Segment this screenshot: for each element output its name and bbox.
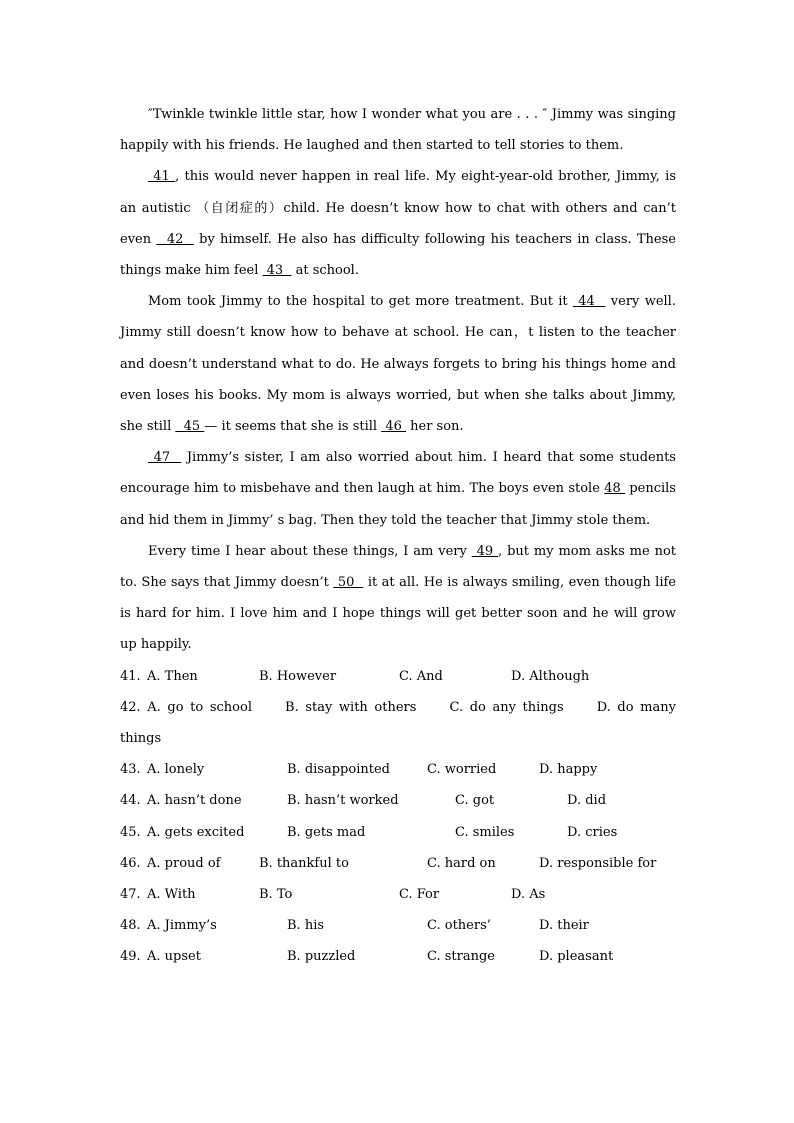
question-45: 45. A. gets excited B. gets mad C. smiles D. cries (120, 824, 618, 840)
question-47: 47. A. With B. To C. For D. As (120, 887, 546, 903)
blank-48: 48 (604, 481, 626, 497)
question-48: 48. A. Jimmy’s B. his C. others’ D. their (120, 918, 589, 934)
question-46: 46. A. proud of B. thankful to C. hard on D. responsible for (120, 855, 657, 871)
question-43: 43. A. lonely B. disappointed C. worried D. happy (120, 762, 598, 778)
paragraph-1: ″Twinkle twinkle little star, how I wonder what you are . . . ″ Jimmy was singing happily with his friends. He laughed and then started to tell stories to them. (120, 107, 676, 154)
blank-44: 44 (572, 294, 606, 310)
question-49: 49. A. upset B. puzzled C. strange D. pleasant (120, 949, 614, 965)
blank-49: 49 (471, 543, 499, 559)
blank-46: 46 (381, 419, 407, 435)
question-42: 42. A. go to school B. stay with others C. do any things D. do many things (120, 699, 676, 747)
paragraph-3: Mom took Jimmy to the hospital to get more treatment. But it 44 very well. Jimmy still doesn’t know how to behave at school. He can，t listen to the teacher and doesn’t understand what to do. He always forgets to bring his things home and even loses his books. My mom is always worried, but when she talks about Jimmy, she still 45 — it seems that she is still 46 her son. (120, 294, 676, 435)
document-page (120, 99, 676, 973)
paragraph-5: Every time I hear about these things, I am very 49 , but my mom asks me not to. She says that Jimmy doesn’t 50 it at all. He is always smiling, even though life is hard for him. I love him and I hope things will get better soon and he will grow up happily. (120, 543, 676, 653)
blank-42: 42 (156, 231, 194, 247)
question-44: 44. A. hasn’t done B. hasn’t worked C. got D. did (120, 793, 607, 809)
blank-50: 50 (333, 575, 364, 591)
blank-45: 45 (175, 419, 205, 435)
question-41: 41. A. Then B. However C. And D. Although (120, 668, 590, 684)
paragraph-4: 47 Jimmy’s sister, I am also worried about him. I heard that some students encourage him to misbehave and then laugh at him. The boys even stole 48 pencils and hid them in Jimmy’ s bag. Then they told the teacher that Jimmy stole them. (120, 450, 676, 528)
paragraph-2: 41 , this would never happen in real life. My eight-year-old brother, Jimmy, is an autistic （自闭症的）child. He doesn’t know how to chat with others and can’t even 42 by himself. He also has difficulty following his teachers in class. These things make him feel 43 at school. (120, 169, 676, 279)
blank-47: 47 (148, 450, 182, 466)
blank-41: 41 (148, 169, 176, 185)
blank-43: 43 (262, 263, 292, 279)
